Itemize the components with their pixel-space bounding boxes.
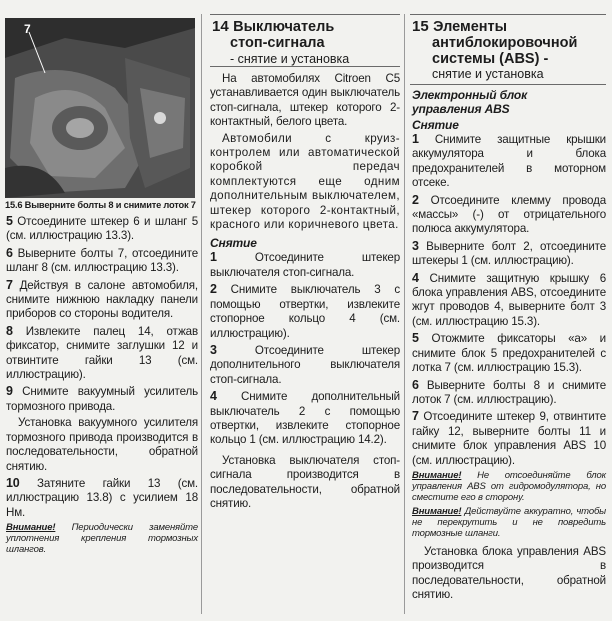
block-heading: Электронный блок [412, 88, 528, 102]
step-item: 1 Отсоедините штекер выключателя стоп-сигнала. [210, 250, 401, 279]
section-rule [410, 84, 606, 85]
step-item: 9 Снимите вакуумный усилитель тормозного привода. [6, 384, 198, 413]
section-title: Выключатель [233, 19, 335, 35]
engine-bay-photo [5, 18, 195, 198]
warning-note: Внимание! Действуйте аккуратно, чтобы не перекрутить и не повредить тормозные шланги. [412, 505, 606, 539]
section-title: Элементы [433, 19, 508, 35]
step-item: 7 Действуя в салоне автомобиля, снимите нижнюю накладку панели приборов со стороны водителя. [6, 277, 198, 321]
removal-heading: Снятие [210, 236, 257, 251]
intro-paragraph: Автомобили с круиз-контролем или автоматической коробкой передач комплектуются еще одним дополнительным выключателем, штекер которого 2-контактный, красного или коричневого цвета. [210, 131, 400, 232]
step-item: 1 Снимите защитные крышки аккумулятора и блока предохранителей в моторном отсеке. [412, 132, 606, 190]
section-subtitle: - снятие и установка [230, 51, 350, 66]
figure-caption: 15.6 Выверните болты 8 и снимите лоток 7 [5, 200, 196, 210]
step-item: 8 Извлеките палец 14, отжав фиксатор, снимите заглушки 12 и отвинтите гайки 13 (см. иллюстрацию). [6, 323, 198, 382]
step-item: 2 Отсоедините клемму провода «массы» (-) от отрицательного полюса аккумулятора. [412, 192, 606, 236]
section-number: 15 [412, 18, 429, 35]
removal-heading: Снятие [412, 118, 459, 132]
step-item: 6 Выверните болты 7, отсоедините шланг 8 (см. иллюстрацию 13.3). [6, 245, 199, 275]
column-divider [404, 14, 405, 614]
section-rule [210, 66, 400, 67]
step-item: 4 Снимите защитную крышку 6 блока управления ABS, отсоедините жгут проводов 4, выверните болт 3 (см. иллюстрацию 15.3). [412, 270, 607, 328]
step-item: 5 Отсоедините штекер 6 и шланг 5 (см. иллюстрацию 13.3). [6, 214, 198, 243]
step-item: 6 Выверните болты 8 и снимите лоток 7 (см. иллюстрацию). [412, 377, 606, 406]
block-heading: управления ABS [412, 102, 510, 116]
section-subtitle: снятие и установка [432, 67, 544, 81]
col1-text [6, 214, 198, 555]
figure-callout-label: 7 [24, 22, 31, 36]
col2-text [210, 72, 400, 511]
install-paragraph: Установка вакуумного усилителя тормозного привода производится в последовательности, обратной снятию. [6, 416, 198, 473]
warning-note: Внимание! Периодически заменяйте уплотнения крепления тормозных шлангов. [6, 522, 198, 556]
step-item: 3 Выверните болт 2, отсоедините штекеры 1 (см. иллюстрацию). [412, 238, 607, 268]
section-rule [210, 14, 400, 15]
section-14-heading [212, 18, 400, 66]
step-item: 5 Отожмите фиксаторы «а» и снимите блок 5 предохранителей с лотка 7 (см. иллюстрацию 15.3). [412, 331, 606, 375]
step-item: 4 Снимите дополнительный выключатель 2 с помощью отвертки, извлеките стопорное кольцо 1 (см. иллюстрацию 14.2). [210, 389, 400, 447]
step-item: 10 Затяните гайки 13 (см. иллюстрацию 13.8) с усилием 18 Нм. [6, 475, 198, 519]
step-item: 3 Отсоедините штекер дополнительного выключателя стоп-сигнала. [210, 342, 401, 386]
section-number: 14 [212, 18, 229, 35]
intro-paragraph: На автомобилях Citroen C5 устанавливается один выключатель стоп-сигнала, штекер которого 2-контактный, белого цвета. [210, 72, 400, 129]
column-divider [201, 14, 202, 614]
section-title-line: системы (ABS) - [432, 50, 549, 67]
section-15-heading [412, 18, 606, 81]
step-item: 7 Отсоедините штекер 9, отвинтите гайку 12, выверните болты 11 и снимите блок управления ABS 10 (см. иллюстрацию). [412, 409, 606, 467]
section-title-line: антиблокировочной [432, 35, 578, 51]
warning-note: Внимание! Не отсоединяйте блок управления ABS от гидромодулятора, но сместите его в сторону. [412, 469, 606, 503]
col3-text [412, 88, 606, 603]
section-rule [410, 14, 606, 15]
install-paragraph: Установка выключателя стоп-сигнала производится в последовательности, обратной снятию. [210, 453, 400, 510]
section-title-line: стоп-сигнала [230, 35, 325, 51]
step-item: 2 Снимите выключатель 3 с помощью отвертки, извлеките стопорное кольцо 4 (см. иллюстрацию). [210, 282, 400, 340]
install-paragraph: Установка блока управления ABS производится в последовательности, обратной снятию. [412, 544, 606, 602]
